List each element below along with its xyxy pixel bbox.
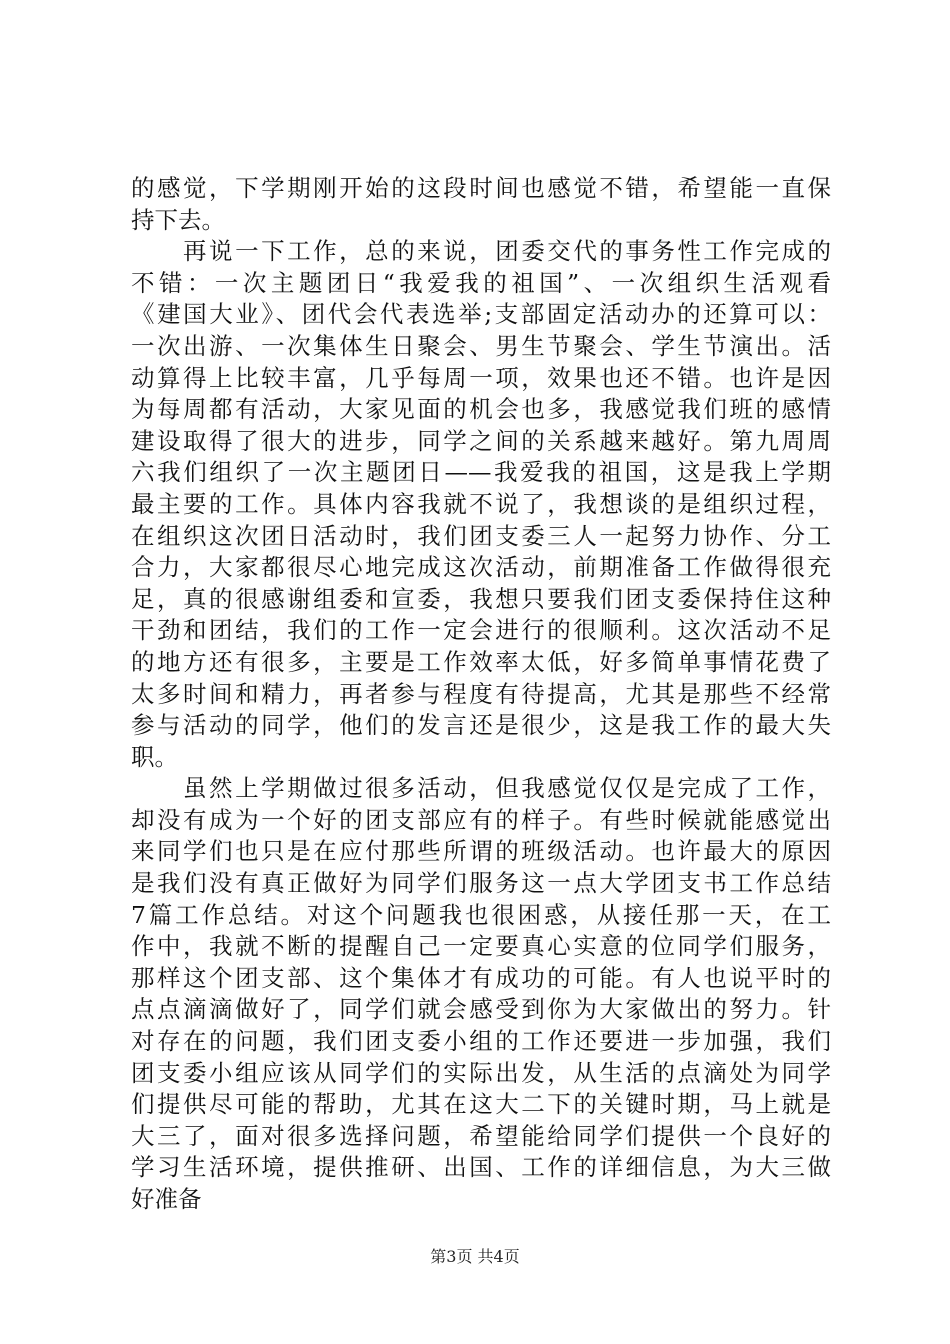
text-line: 学习生活环境，提供推研、出国、工作的详细信息，为大三做 xyxy=(131,1153,831,1182)
text-line: 却没有成为一个好的团支部应有的样子。有些时候就能感觉出 xyxy=(131,805,831,834)
text-line: 动算得上比较丰富，几乎每周一项，效果也还不错。也许是因 xyxy=(131,363,831,392)
text-line: 足，真的很感谢组委和宣委，我想只要我们团支委保持住这种 xyxy=(131,584,831,613)
text-line: 六我们组织了一次主题团日——我爱我的祖国，这是我上学期 xyxy=(131,458,831,487)
text-line: 好准备 xyxy=(131,1185,202,1213)
text-line: 那样这个团支部、这个集体才有成功的可能。有人也说平时的 xyxy=(131,963,831,992)
text-line: 不错：一次主题团日“我爱我的祖国”、一次组织生活观看 xyxy=(131,268,831,297)
text-line: 7篇工作总结。对这个问题我也很困惑，从接任那一天，在工 xyxy=(131,900,831,929)
text-line: 太多时间和精力，再者参与程度有待提高，尤其是那些不经常 xyxy=(131,679,831,708)
text-line: 作中，我就不断的提醒自己一定要真心实意的位同学们服务， xyxy=(131,932,831,961)
text-line: 点点滴滴做好了，同学们就会感受到你为大家做出的努力。针 xyxy=(131,995,831,1024)
text-line: 《建国大业》、团代会代表选举;支部固定活动办的还算可以： xyxy=(131,300,831,329)
text-line: 对存在的问题，我们团支委小组的工作还要进一步加强，我们 xyxy=(131,1027,831,1056)
text-line: 的地方还有很多，主要是工作效率太低，好多简单事情花费了 xyxy=(131,647,831,676)
text-line: 再说一下工作，总的来说，团委交代的事务性工作完成的 xyxy=(131,237,831,266)
text-line: 团支委小组应该从同学们的实际出发，从生活的点滴处为同学 xyxy=(131,1058,831,1087)
text-line: 们提供尽可能的帮助，尤其在这大二下的关键时期，马上就是 xyxy=(131,1090,831,1119)
page-footer: 第3页 共4页 xyxy=(430,1247,520,1266)
text-line: 虽然上学期做过很多活动，但我感觉仅仅是完成了工作， xyxy=(131,774,831,803)
text-line: 是我们没有真正做好为同学们服务这一点大学团支书工作总结 xyxy=(131,869,831,898)
text-line: 参与活动的同学，他们的发言还是很少，这是我工作的最大失 xyxy=(131,711,831,740)
text-line: 的感觉，下学期刚开始的这段时间也感觉不错，希望能一直保 xyxy=(131,174,831,202)
text-line: 最主要的工作。具体内容我就不说了，我想谈的是组织过程， xyxy=(131,489,831,518)
text-line: 合力，大家都很尽心地完成这次活动，前期准备工作做得很充 xyxy=(131,553,831,582)
text-line: 来同学们也只是在应付那些所谓的班级活动。也许最大的原因 xyxy=(131,837,831,866)
text-line: 为每周都有活动，大家见面的机会也多，我感觉我们班的感情 xyxy=(131,395,831,424)
text-line: 大三了，面对很多选择问题，希望能给同学们提供一个良好的 xyxy=(131,1121,831,1150)
body-text xyxy=(131,173,831,1216)
text-line: 一次出游、一次集体生日聚会、男生节聚会、学生节演出。活 xyxy=(131,331,831,360)
text-line: 持下去。 xyxy=(131,205,225,234)
text-line: 在组织这次团日活动时，我们团支委三人一起努力协作、分工 xyxy=(131,521,831,550)
text-line: 建设取得了很大的进步，同学之间的关系越来越好。第九周周 xyxy=(131,426,831,455)
text-line: 职。 xyxy=(131,742,178,771)
text-line: 干劲和团结，我们的工作一定会进行的很顺利。这次活动不足 xyxy=(131,616,831,645)
